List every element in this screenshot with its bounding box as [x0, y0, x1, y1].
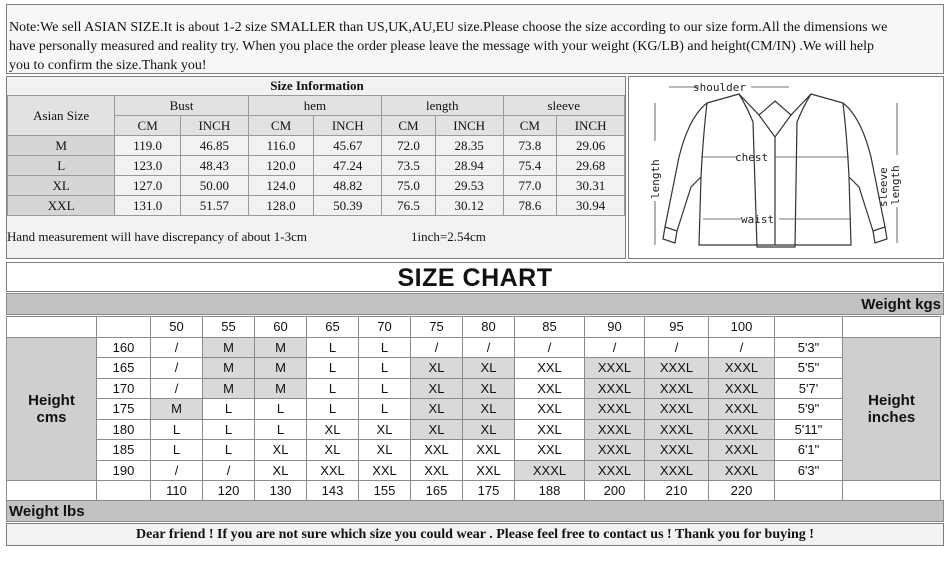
asian-size-header: Asian Size — [8, 96, 115, 136]
size-cell: L — [203, 399, 255, 420]
weight-lbs-row — [7, 481, 941, 502]
size-cell: XXXL — [709, 378, 775, 399]
size-chart-table — [6, 316, 941, 502]
size-cell: L — [255, 419, 307, 440]
size-cell: 28.94 — [435, 156, 503, 176]
weight-kg-cell: 80 — [463, 317, 515, 338]
height-cms-text: Height — [28, 391, 75, 409]
inch-conversion-note: 1inch=2.54cm — [411, 229, 486, 244]
corner-cell — [7, 481, 97, 502]
weight-kg-cell: 60 — [255, 317, 307, 338]
size-cell: XXXL — [709, 419, 775, 440]
size-cell: 46.85 — [181, 136, 249, 156]
size-cell: 48.82 — [314, 176, 382, 196]
size-cell: M — [255, 337, 307, 358]
size-cell: XXL — [463, 460, 515, 481]
size-information-title: Size Information — [270, 78, 364, 93]
size-cell: 73.5 — [382, 156, 436, 176]
size-cell: L — [255, 399, 307, 420]
size-cell: / — [151, 337, 203, 358]
size-label: XL — [8, 176, 115, 196]
size-cell: 50.39 — [314, 196, 382, 216]
size-cell: XXXL — [585, 358, 645, 379]
size-information-table — [7, 95, 625, 216]
waist-label: waist — [741, 213, 775, 226]
height-inch-cell: 5'5" — [775, 358, 843, 379]
size-cell: XXXL — [645, 440, 709, 461]
size-cell: / — [515, 337, 585, 358]
size-chart-row — [7, 378, 941, 399]
size-cell: XL — [307, 440, 359, 461]
size-cell: XXXL — [585, 440, 645, 461]
size-cell: XXXL — [585, 378, 645, 399]
size-cell: 127.0 — [115, 176, 181, 196]
size-cell: XL — [463, 378, 515, 399]
size-cell: L — [203, 440, 255, 461]
weight-kg-cell: 100 — [709, 317, 775, 338]
weight-lbs-cell: 165 — [411, 481, 463, 502]
size-cell: XXXL — [709, 460, 775, 481]
size-cell: XL — [411, 399, 463, 420]
size-cell: 75.0 — [382, 176, 436, 196]
height-cm-cell: 165 — [97, 358, 151, 379]
weight-kg-cell: 85 — [515, 317, 585, 338]
height-cm-cell: 170 — [97, 378, 151, 399]
size-label: XXL — [8, 196, 115, 216]
size-cell: XXL — [515, 358, 585, 379]
height-inch-cell: 5'9" — [775, 399, 843, 420]
size-row — [8, 156, 625, 176]
size-cell: L — [151, 419, 203, 440]
weight-lbs-cell: 220 — [709, 481, 775, 502]
weight-kg-cell: 55 — [203, 317, 255, 338]
size-cell: L — [307, 378, 359, 399]
size-cell: XL — [359, 419, 411, 440]
weight-kg-row — [7, 317, 941, 338]
size-cell: L — [359, 337, 411, 358]
size-cell: 124.0 — [248, 176, 314, 196]
size-cell: / — [151, 460, 203, 481]
weight-lbs-cell: 210 — [645, 481, 709, 502]
size-cell: XXXL — [585, 419, 645, 440]
size-cell: 120.0 — [248, 156, 314, 176]
size-cell: XXL — [411, 460, 463, 481]
size-cell: XXXL — [515, 460, 585, 481]
size-information-panel — [6, 76, 626, 259]
size-cell: XXXL — [709, 440, 775, 461]
weight-lbs-cell: 200 — [585, 481, 645, 502]
size-cell: XXL — [463, 440, 515, 461]
sleeve-length-label: length — [889, 165, 902, 205]
size-cell: L — [203, 419, 255, 440]
size-cell: XXXL — [585, 399, 645, 420]
height-cm-cell: 160 — [97, 337, 151, 358]
size-cell: L — [307, 399, 359, 420]
weight-lbs-cell: 155 — [359, 481, 411, 502]
size-cell: XL — [307, 419, 359, 440]
size-cell: 78.6 — [503, 196, 557, 216]
corner-cell — [97, 481, 151, 502]
size-cell: M — [255, 358, 307, 379]
corner-cell — [97, 317, 151, 338]
unit-header: INCH — [435, 116, 503, 136]
size-cell: 116.0 — [248, 136, 314, 156]
height-cm-cell: 190 — [97, 460, 151, 481]
weight-lbs-cell: 110 — [151, 481, 203, 502]
size-cell: XL — [463, 419, 515, 440]
size-cell: 50.00 — [181, 176, 249, 196]
height-inch-cell: 5'3" — [775, 337, 843, 358]
size-cell: 77.0 — [503, 176, 557, 196]
unit-header: CM — [382, 116, 436, 136]
size-cell: M — [203, 378, 255, 399]
size-cell: M — [203, 358, 255, 379]
height-inches-text: inches — [867, 408, 916, 426]
corner-cell — [843, 481, 941, 502]
height-cms-label — [7, 337, 97, 481]
size-cell: / — [585, 337, 645, 358]
size-cell: 51.57 — [181, 196, 249, 216]
note-line-3: you to confirm the size.Thank you! — [9, 58, 207, 73]
chest-label: chest — [735, 151, 769, 164]
size-chart-title: SIZE CHART — [397, 264, 553, 292]
weight-lbs-bar: Weight lbs — [6, 500, 944, 522]
size-cell: / — [151, 358, 203, 379]
size-cell: XXXL — [709, 358, 775, 379]
size-label: L — [8, 156, 115, 176]
size-cell: XL — [463, 358, 515, 379]
size-cell: XXXL — [645, 399, 709, 420]
height-cms-text: cms — [36, 408, 67, 426]
size-chart-row — [7, 419, 941, 440]
size-cell: XXXL — [645, 419, 709, 440]
size-cell: 29.68 — [557, 156, 625, 176]
bust-header: Bust — [115, 96, 248, 116]
size-cell: 73.8 — [503, 136, 557, 156]
size-cell: XXL — [515, 378, 585, 399]
size-cell: XXXL — [709, 399, 775, 420]
size-cell: 75.4 — [503, 156, 557, 176]
footer-message: Dear friend ! If you are not sure which size you could wear . Please feel free to contact us ! Thank you for buying ! — [6, 523, 944, 546]
size-chart-title-box — [6, 262, 944, 292]
sleeve-label: sleeve — [877, 167, 890, 207]
weight-lbs-cell: 143 — [307, 481, 359, 502]
unit-header: INCH — [181, 116, 249, 136]
size-cell: / — [411, 337, 463, 358]
size-cell: / — [463, 337, 515, 358]
size-cell: 76.5 — [382, 196, 436, 216]
size-row — [8, 196, 625, 216]
size-chart-row — [7, 399, 941, 420]
size-chart-row — [7, 460, 941, 481]
size-cell: / — [645, 337, 709, 358]
size-row — [8, 136, 625, 156]
size-chart-row — [7, 440, 941, 461]
size-cell: 72.0 — [382, 136, 436, 156]
weight-kg-cell: 50 — [151, 317, 203, 338]
note-line-2: have personally measured and reality try. When you place the order please leave the message with your weight (KG/LB) and height(CM/IN) .We will help — [9, 39, 875, 54]
size-cell: 29.53 — [435, 176, 503, 196]
weight-lbs-cell: 130 — [255, 481, 307, 502]
size-cell: XXL — [515, 419, 585, 440]
size-cell: XXXL — [645, 358, 709, 379]
height-inch-cell: 5'7' — [775, 378, 843, 399]
weight-kgs-bar: Weight kgs — [6, 293, 944, 315]
corner-cell — [843, 317, 941, 338]
size-cell: XL — [411, 358, 463, 379]
size-cell: 48.43 — [181, 156, 249, 176]
size-chart-row — [7, 358, 941, 379]
weight-lbs-cell: 120 — [203, 481, 255, 502]
height-inch-cell: 6'1" — [775, 440, 843, 461]
length-header: length — [382, 96, 503, 116]
size-cell: XXL — [411, 440, 463, 461]
size-cell: XXXL — [645, 378, 709, 399]
unit-header: CM — [248, 116, 314, 136]
corner-cell — [7, 317, 97, 338]
size-cell: 128.0 — [248, 196, 314, 216]
size-cell: XL — [255, 440, 307, 461]
size-cell: 28.35 — [435, 136, 503, 156]
length-label: length — [649, 159, 662, 199]
size-cell: 30.12 — [435, 196, 503, 216]
size-cell: 30.94 — [557, 196, 625, 216]
height-cm-cell: 185 — [97, 440, 151, 461]
size-cell: 119.0 — [115, 136, 181, 156]
weight-lbs-cell: 175 — [463, 481, 515, 502]
height-inch-cell: 6'3" — [775, 460, 843, 481]
size-cell: L — [307, 358, 359, 379]
height-cm-cell: 175 — [97, 399, 151, 420]
size-cell: M — [255, 378, 307, 399]
size-cell: XXL — [515, 440, 585, 461]
size-cell: L — [359, 399, 411, 420]
size-cell: / — [709, 337, 775, 358]
size-cell: XXL — [359, 460, 411, 481]
size-cell: L — [359, 378, 411, 399]
size-cell: 29.06 — [557, 136, 625, 156]
weight-kg-cell: 65 — [307, 317, 359, 338]
size-cell: XL — [411, 419, 463, 440]
shirt-diagram — [628, 76, 944, 259]
note-line-1: Note:We sell ASIAN SIZE.It is about 1-2 size SMALLER than US,UK,AU,EU size.Please choose the size according to our size form.All the dimensions we — [9, 20, 888, 35]
size-cell: XL — [359, 440, 411, 461]
shoulder-label: shoulder — [693, 81, 746, 94]
size-cell: / — [151, 378, 203, 399]
size-cell: L — [151, 440, 203, 461]
weight-kg-cell: 75 — [411, 317, 463, 338]
size-cell: L — [307, 337, 359, 358]
measurement-note: Hand measurement will have discrepancy of about 1-3cm — [7, 229, 307, 244]
size-cell: XL — [255, 460, 307, 481]
size-cell: XL — [411, 378, 463, 399]
size-cell: M — [203, 337, 255, 358]
size-cell: XL — [463, 399, 515, 420]
size-cell: M — [151, 399, 203, 420]
size-label: M — [8, 136, 115, 156]
corner-cell — [775, 481, 843, 502]
weight-lbs-cell: 188 — [515, 481, 585, 502]
size-cell: XXXL — [645, 460, 709, 481]
unit-header: CM — [115, 116, 181, 136]
hem-header: hem — [248, 96, 381, 116]
unit-header: INCH — [557, 116, 625, 136]
size-cell: 131.0 — [115, 196, 181, 216]
size-cell: 123.0 — [115, 156, 181, 176]
size-cell: 47.24 — [314, 156, 382, 176]
height-inch-cell: 5'11" — [775, 419, 843, 440]
weight-kg-cell: 70 — [359, 317, 411, 338]
height-inches-label — [843, 337, 941, 481]
unit-header: INCH — [314, 116, 382, 136]
height-cm-cell: 180 — [97, 419, 151, 440]
size-cell: / — [203, 460, 255, 481]
weight-kg-cell: 90 — [585, 317, 645, 338]
size-cell: L — [359, 358, 411, 379]
size-cell: 30.31 — [557, 176, 625, 196]
corner-cell — [775, 317, 843, 338]
size-cell: XXL — [307, 460, 359, 481]
size-cell: XXL — [515, 399, 585, 420]
size-row — [8, 176, 625, 196]
weight-kg-cell: 95 — [645, 317, 709, 338]
size-cell: 45.67 — [314, 136, 382, 156]
shirt-illustration — [629, 77, 943, 258]
sleeve-header: sleeve — [503, 96, 625, 116]
unit-header: CM — [503, 116, 557, 136]
size-chart-row — [7, 337, 941, 358]
height-inches-text: Height — [868, 391, 915, 409]
size-cell: XXXL — [585, 460, 645, 481]
note-box — [6, 4, 944, 74]
